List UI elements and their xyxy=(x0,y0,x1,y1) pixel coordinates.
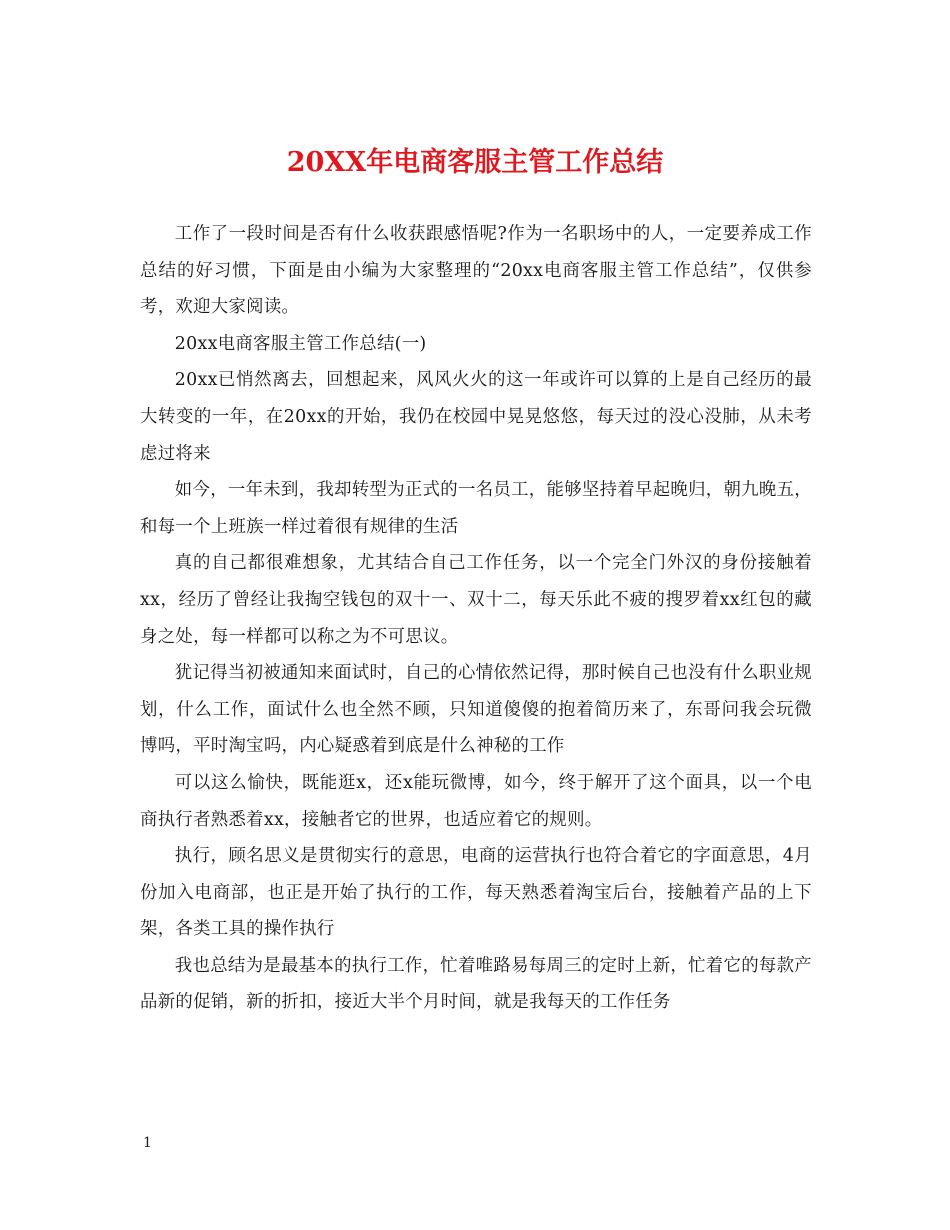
body-paragraph: 我也总结为是最基本的执行工作，忙着唯路易每周三的定时上新，忙着它的每款产品新的促销，新的折扣，接近大半个月时间，就是我每天的工作任务 xyxy=(140,955,812,1013)
document-body xyxy=(140,216,812,1021)
body-paragraph: 20xx已悄然离去，回想起来，风风火火的这一年或许可以算的上是自己经历的最大转变的一年，在20xx的开始，我仍在校园中晃晃悠悠，每天过的没心没肺，从未考虑过将来 xyxy=(140,370,812,464)
intro-paragraph: 工作了一段时间是否有什么收获跟感悟呢?作为一名职场中的人，一定要养成工作总结的好习惯，下面是由小编为大家整理的“20xx电商客服主管工作总结”，仅供参考，欢迎大家阅读。 xyxy=(140,224,812,318)
body-paragraph: 犹记得当初被通知来面试时，自己的心情依然记得，那时候自己也没有什么职业规划，什么工作，面试什么也全然不顾，只知道傻傻的抱着简历来了，东哥问我会玩微博吗，平时淘宝吗，内心疑惑着到底是什么神秘的工作 xyxy=(140,663,812,757)
body-paragraph: 真的自己都很难想象，尤其结合自己工作任务，以一个完全门外汉的身份接触着xx，经历了曾经让我掏空钱包的双十一、双十二，每天乐此不疲的搜罗着xx红包的藏身之处，每一样都可以称之为不可思议。 xyxy=(140,553,812,647)
section-heading: 20xx电商客服主管工作总结(一) xyxy=(174,333,427,354)
document-title: 20XX年电商客服主管工作总结 xyxy=(286,147,664,178)
body-paragraph: 执行，顾名思义是贯彻实行的意思，电商的运营执行也符合着它的字面意思，4月份加入电商部，也正是开始了执行的工作，每天熟悉着淘宝后台，接触着产品的上下架，各类工具的操作执行 xyxy=(140,846,812,940)
page-number: 1 xyxy=(143,1135,152,1151)
body-paragraph: 可以这么愉快，既能逛x，还x能玩微博，如今，终于解开了这个面具，以一个电商执行者熟悉着xx，接触者它的世界，也适应着它的规则。 xyxy=(140,772,812,830)
body-paragraph: 如今，一年未到，我却转型为正式的一名员工，能够坚持着早起晚归，朝九晚五，和每一个上班族一样过着很有规律的生活 xyxy=(140,480,812,537)
